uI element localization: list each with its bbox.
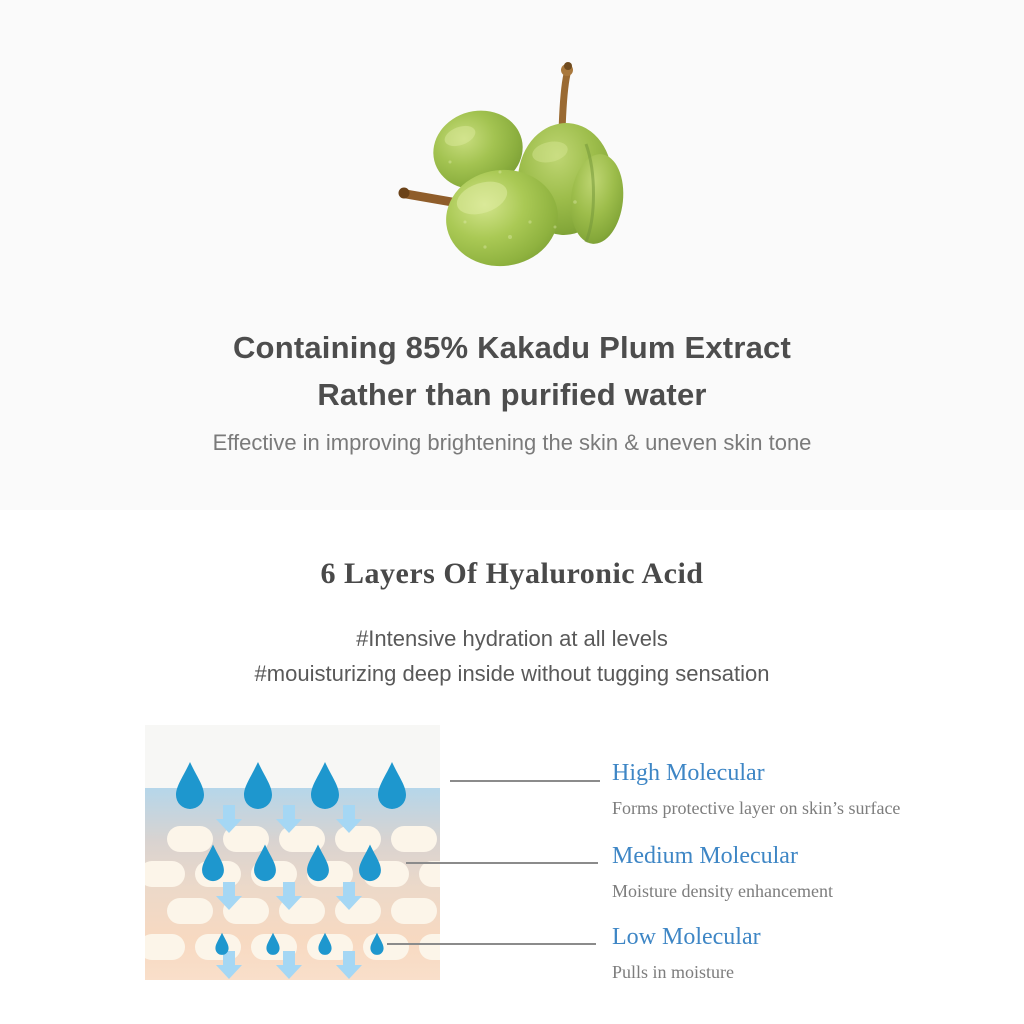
connector-line-medium: [406, 862, 598, 864]
moisture-cell: [391, 826, 437, 852]
layer-title: Low Molecular: [612, 924, 761, 950]
moisture-cell: [335, 826, 381, 852]
layer-description: Pulls in moisture: [612, 962, 735, 982]
connector-line-low: [387, 943, 596, 945]
plum-heading-line1: Containing 85% Kakadu Plum Extract: [232, 330, 792, 365]
skin-layers-diagram: [145, 725, 440, 980]
layer-description: Moisture density enhancement: [612, 881, 833, 901]
hyaluronic-hashtags: [0, 621, 1024, 691]
moisture-cell: [167, 898, 213, 924]
layer-label-medium: [612, 842, 972, 902]
layer-title: Medium Molecular: [612, 843, 798, 869]
plum-stem-left: [399, 188, 453, 203]
plum-heading: [0, 324, 1024, 418]
layer-label-low: [612, 923, 972, 983]
layer-title: High Molecular: [612, 760, 765, 786]
moisture-cell: [391, 898, 437, 924]
moisture-cell: [363, 934, 409, 960]
hashtag-line1: #Intensive hydration at all levels: [356, 626, 668, 651]
kakadu-plums-image: [390, 52, 670, 296]
moisture-cell: [145, 934, 185, 960]
plum-subtitle: Effective in improving brightening the skin & uneven skin tone: [212, 430, 812, 455]
layer-description: Forms protective layer on skin’s surface: [612, 798, 901, 818]
hyaluronic-heading: 6 Layers Of Hyaluronic Acid: [320, 557, 704, 590]
layer-label-high: [612, 759, 972, 819]
moisture-cell: [145, 861, 185, 887]
plum-heading-line2: Rather than purified water: [317, 377, 707, 412]
moisture-cell: [167, 826, 213, 852]
connector-line-high: [450, 780, 600, 782]
hashtag-line2: #mouisturizing deep inside without tugging sensation: [254, 661, 770, 686]
